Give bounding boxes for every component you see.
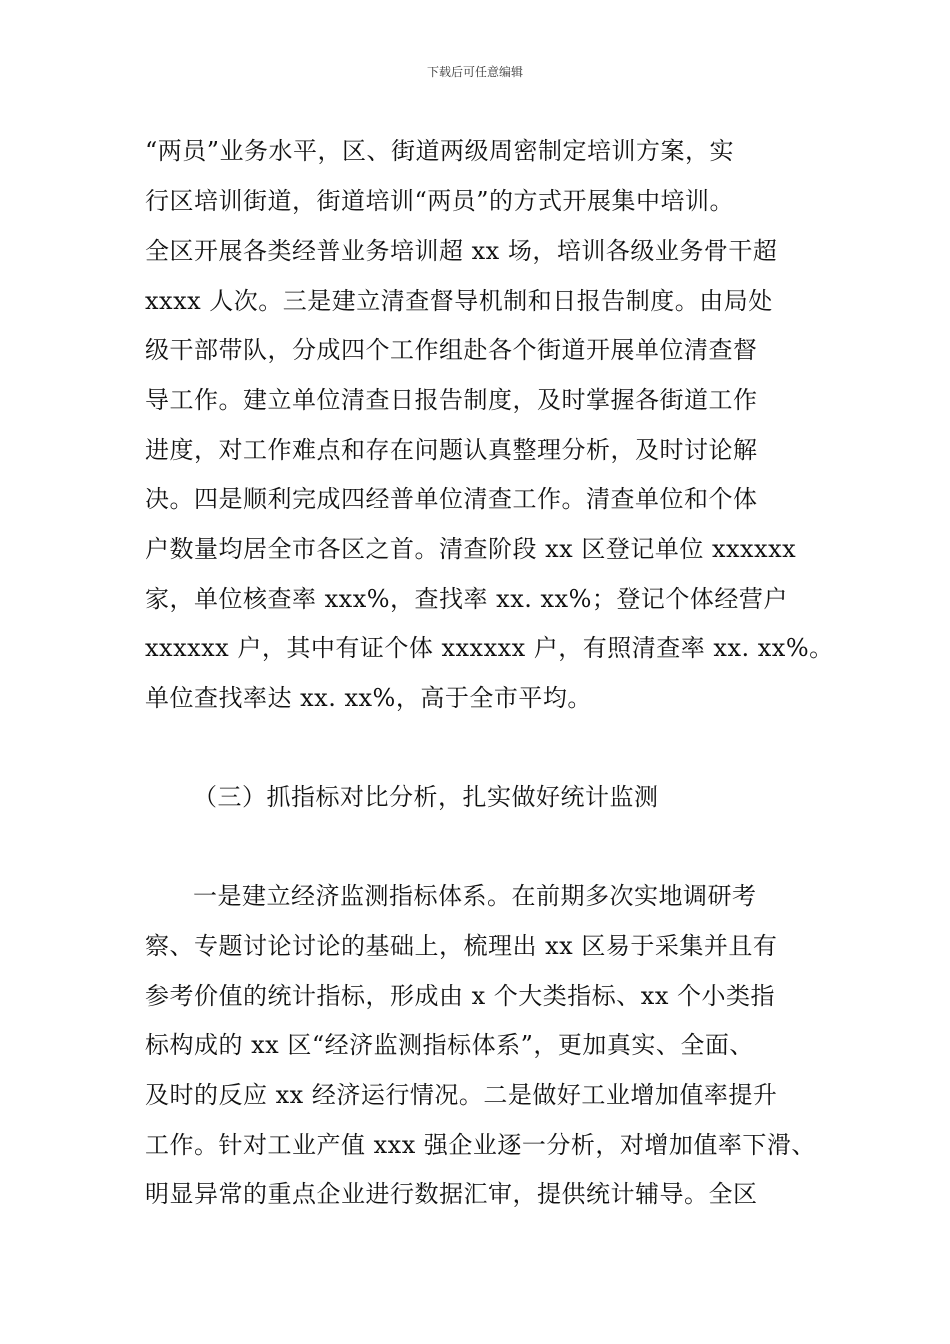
paragraph-line: “两员”业务水平，区、街道两级周密制定培训方案，实	[145, 137, 735, 165]
paragraph-line: 及时的反应 xx 经济运行情况。二是做好工业增加值率提升	[145, 1081, 778, 1109]
paragraph-line: 导工作。建立单位清查日报告制度，及时掌握各街道工作	[145, 386, 758, 414]
paragraph-line: 明显异常的重点企业进行数据汇审，提供统计辅导。全区	[145, 1180, 758, 1208]
section-heading: （三）抓指标对比分析，扎实做好统计监测	[193, 783, 659, 811]
paragraph-line: 决。四是顺利完成四经普单位清查工作。清查单位和个体	[145, 485, 758, 513]
paragraph-line: 工作。针对工业产值 xxx 强企业逐一分析，对增加值率下滑、	[145, 1131, 816, 1159]
paragraph-line: 级干部带队，分成四个工作组赴各个街道开展单位清查督	[145, 336, 758, 364]
paragraph-line: 行区培训街道，街道培训“两员”的方式开展集中培训。	[145, 187, 735, 215]
paragraph-line: xxxxxx 户，其中有证个体 xxxxxx 户，有照清查率 xx. xx%。	[145, 634, 834, 662]
paragraph-line: 一是建立经济监测指标体系。在前期多次实地调研考	[193, 882, 757, 910]
paragraph-line: 家，单位核查率 xxx%，查找率 xx. xx%；登记个体经营户	[145, 585, 788, 613]
paragraph-line: 察、专题讨论讨论的基础上，梳理出 xx 区易于采集并且有	[145, 932, 778, 960]
paragraph-line: 参考价值的统计指标，形成由 x 个大类指标、xx 个小类指	[145, 982, 775, 1010]
paragraph-line: 进度，对工作难点和存在问题认真整理分析，及时讨论解	[145, 436, 758, 464]
paragraph-line: 标构成的 xx 区“经济监测指标体系”，更加真实、全面、	[145, 1031, 754, 1059]
paragraph-line: 全区开展各类经普业务培训超 xx 场，培训各级业务骨干超	[145, 237, 778, 265]
paragraph-line: 单位查找率达 xx. xx%，高于全市平均。	[145, 684, 592, 712]
paragraph-line: xxxx 人次。三是建立清查督导机制和日报告制度。由局处	[145, 287, 773, 315]
page-header: 下载后可任意编辑	[426, 65, 523, 79]
paragraph-line: 户数量均居全市各区之首。清查阶段 xx 区登记单位 xxxxxx	[145, 535, 797, 563]
